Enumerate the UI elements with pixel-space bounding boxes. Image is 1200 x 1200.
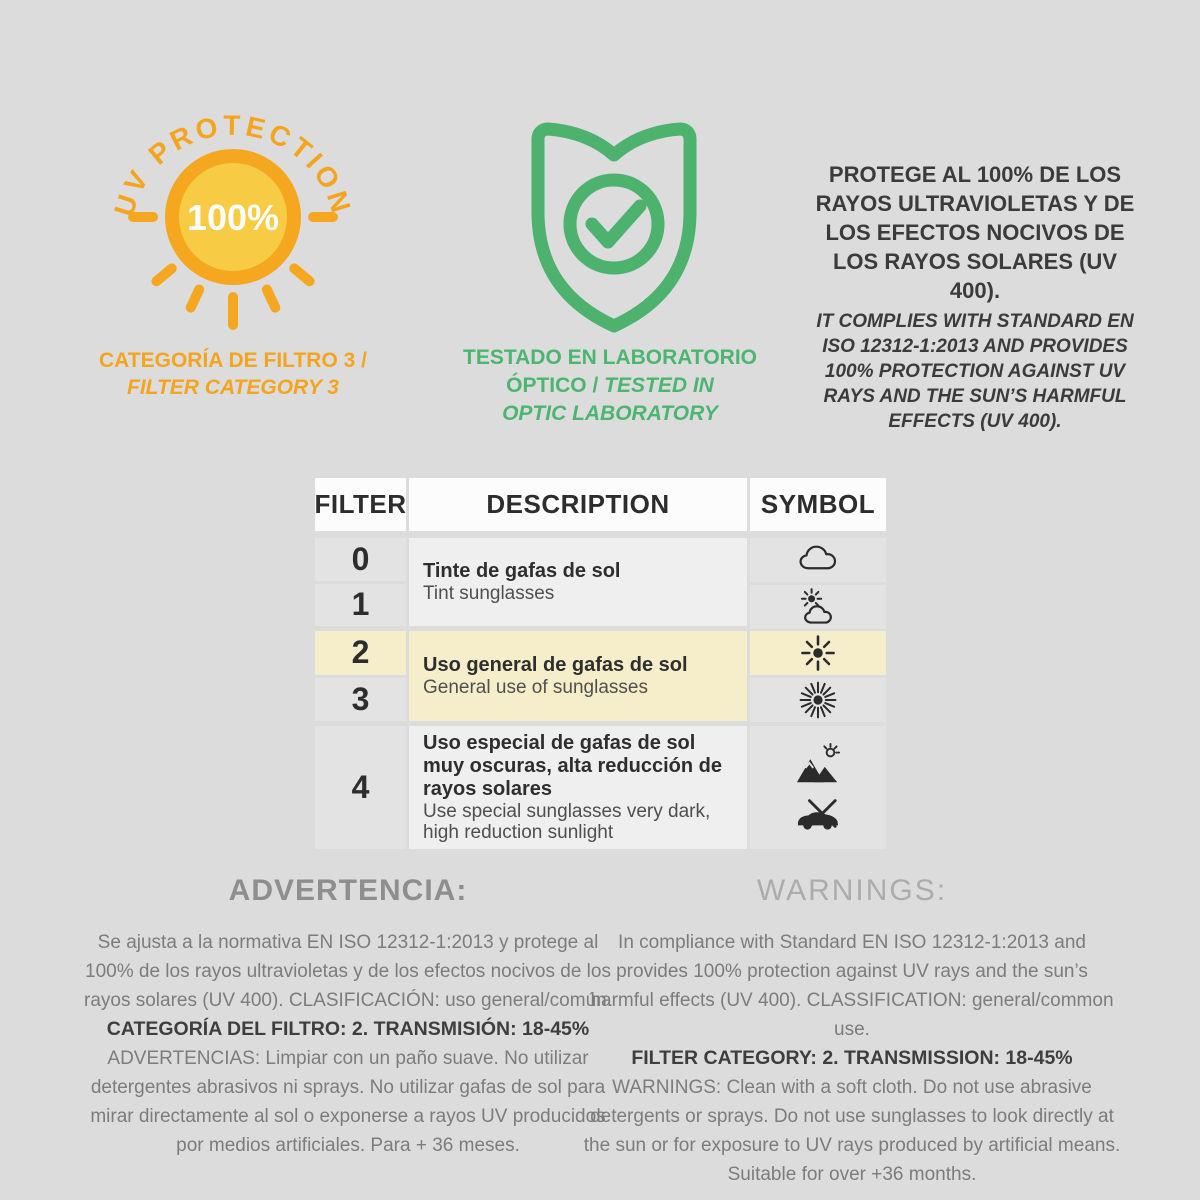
symbol-cell: [750, 726, 886, 849]
symbol-cell: [750, 585, 886, 629]
description-es: Uso especial de gafas de sol muy oscuras, alta reducción de rayos solares: [423, 732, 722, 800]
protection-statement-es: PROTEGE AL 100% DE LOS RAYOS ULTRAVIOLETAS Y DE LOS EFECTOS NOCIVOS DE LOS RAYOS SOLARES (UV 400).: [815, 162, 1135, 303]
advertencia-title: ADVERTENCIA:: [228, 874, 468, 907]
protection-statement-en: IT COMPLIES WITH STANDARD EN ISO 12312-1:2013 AND PROVIDES 100% PROTECTION AGAINST UV RAYS AND THE SUN’S HARMFUL EFFECTS (UV 400).: [816, 311, 1134, 432]
cloud-icon: [796, 538, 840, 582]
lab-tested-shield-icon: [522, 104, 706, 338]
warnings-title: WARNINGS:: [756, 874, 948, 907]
description-en: Tint sunglasses: [423, 583, 555, 604]
symbol-cell: [750, 678, 886, 722]
uv-protection-arc-text: UV PROTECTION: [108, 109, 358, 220]
table-row-group-2-3: [315, 631, 886, 721]
filter-category-table: [315, 478, 886, 854]
description-en: Use special sunglasses very dark, high reduction sunlight: [423, 801, 711, 843]
advertencia-paragraph-1: Se ajusta a la normativa EN ISO 12312-1:2013 y protege al 100% de los rayos ultravioletas y de los efectos nocivos de los rayos solares (UV 400). CLASIFICACIÓN: uso general/común.: [84, 932, 612, 1011]
uv-percent-label: 100%: [186, 197, 280, 238]
table-header-row: [315, 478, 886, 531]
filter-number-cell-highlighted: 2: [315, 631, 406, 675]
description-cell: [409, 726, 747, 849]
uv-protection-sun-icon: [98, 82, 368, 344]
symbol-cell-highlighted: [750, 631, 886, 675]
column-header-description: DESCRIPTION: [409, 478, 747, 531]
protection-statement: [812, 160, 1138, 434]
description-es: Uso general de gafas de sol: [423, 654, 688, 676]
sun-behind-cloud-icon: [796, 585, 840, 629]
warnings-paragraph-2: WARNINGS: Clean with a soft cloth. Do not use abrasive detergents or sprays. Do not use sunglasses to look directly at the sun or for exposure to UV rays produced by artificial means. Suitable for over +36 months.: [583, 1077, 1121, 1185]
description-en: General use of sunglasses: [423, 677, 648, 698]
description-cell-highlighted: [409, 631, 747, 721]
filter-number-cell: 3: [315, 678, 406, 722]
sun-icon: [796, 631, 840, 675]
filter-number-cell: 0: [315, 538, 406, 581]
filter-category-caption: [73, 347, 393, 401]
description-cell: [409, 538, 747, 626]
lab-caption-line2: ÓPTICO / TESTED IN: [506, 374, 714, 397]
mountain-sun-icon: [795, 742, 841, 788]
column-header-symbol: SYMBOL: [750, 478, 886, 531]
lab-tested-caption: [450, 344, 770, 428]
filter-number-cell: 1: [315, 584, 406, 627]
warnings-paragraph-1: In compliance with Standard EN ISO 12312-1:2013 and provides 100% protection against UV rays and the sun’s harmful effects (UV 400). CLASSIFICATION: general/common use.: [590, 932, 1114, 1040]
warnings-filter-category-line: FILTER CATEGORY: 2. TRANSMISSION: 18-45%: [631, 1047, 1073, 1069]
filter-category-caption-es: CATEGORÍA DE FILTRO 3 /: [99, 349, 367, 372]
bright-sun-icon: [796, 678, 840, 722]
lab-caption-line3: OPTIC LABORATORY: [502, 402, 718, 425]
lab-caption-line1: TESTADO EN LABORATORIO: [463, 346, 757, 369]
table-row-group-4: [315, 726, 886, 849]
advertencia-filter-category-line: CATEGORÍA DEL FILTRO: 2. TRANSMISIÓN: 18-45%: [106, 1018, 590, 1040]
advertencia-paragraph-2: ADVERTENCIAS: Limpiar con un paño suave. No utilizar detergentes abrasivos ni sprays. No utilizar gafas de sol para mirar directamente al sol o exponerse a rayos UV producidos por medios artificiales. Para + 36 meses.: [90, 1048, 606, 1156]
warnings-section: [582, 874, 1122, 1189]
table-row-group-0-1: [315, 538, 886, 626]
filter-number-cell: 4: [315, 726, 406, 849]
advertencia-section: [78, 874, 618, 1160]
description-es: Tinte de gafas de sol: [423, 560, 621, 582]
symbol-cell: [750, 538, 886, 582]
column-header-filter: FILTER: [315, 478, 406, 531]
no-driving-icon: [795, 792, 841, 834]
filter-category-caption-en: FILTER CATEGORY 3: [127, 376, 339, 399]
